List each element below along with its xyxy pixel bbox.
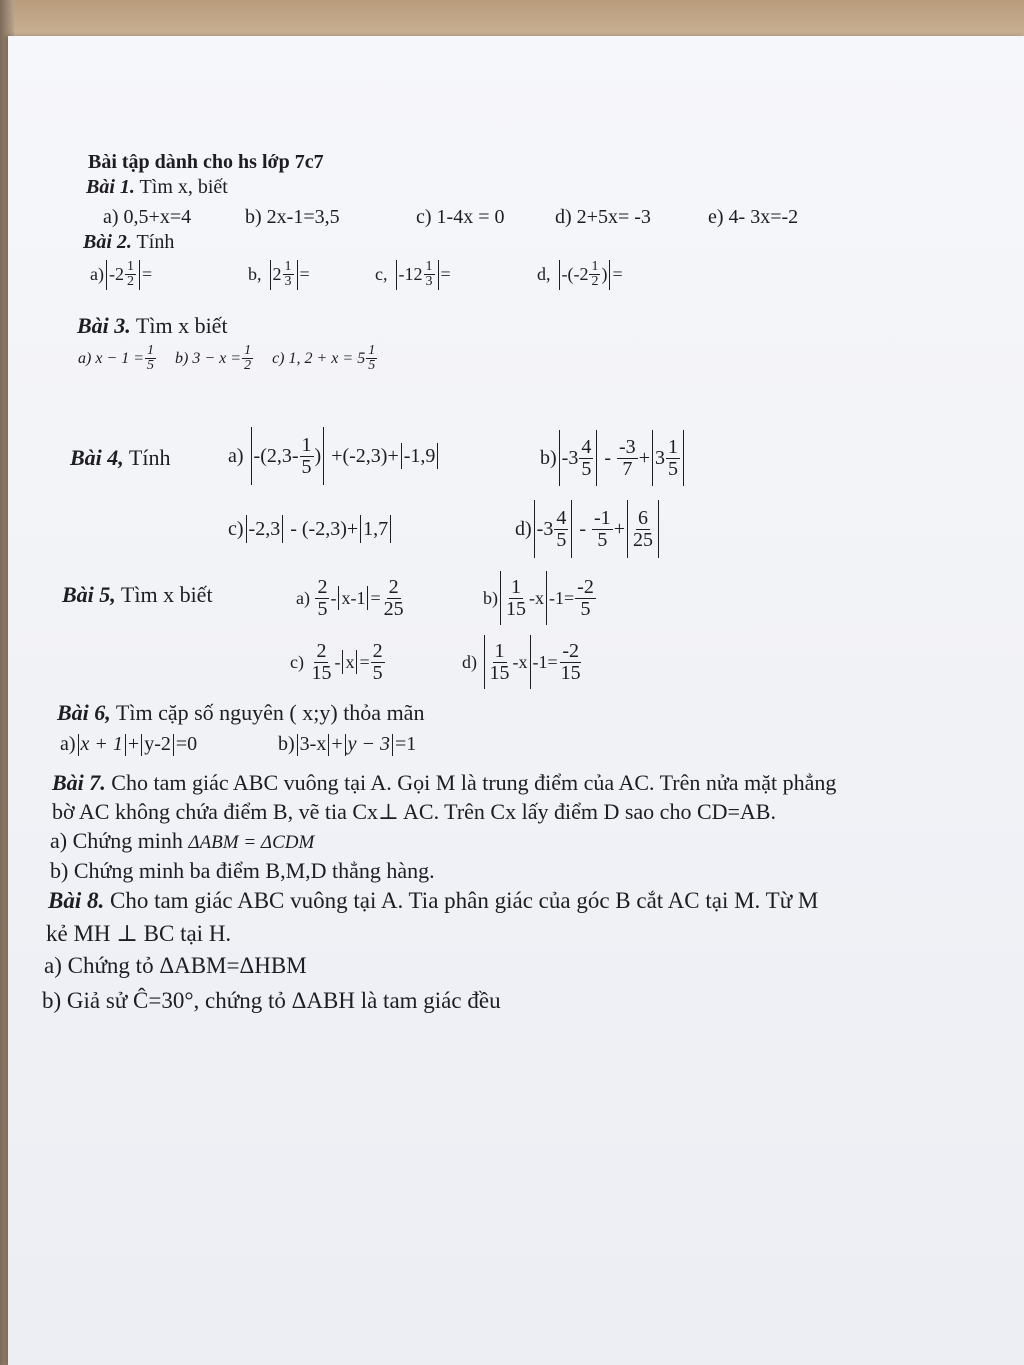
exercise-6-heading [57, 700, 424, 726]
item-label: d, [537, 264, 551, 285]
exercise-5-label: Bài 5, [62, 582, 116, 607]
exercise-1-item-a: a) 0,5+x=4 [103, 206, 192, 228]
exercise-6-label: Bài 6, [57, 700, 111, 725]
exercise-3-text: Tìm x biết [135, 313, 228, 338]
item-label: c) [290, 651, 304, 672]
item-label: b) [540, 446, 557, 469]
exercise-4-heading [70, 445, 170, 471]
item-label: b) [278, 733, 295, 755]
exercise-8-text: Cho tam giác ABC vuông tại A. Tia phân giác của góc B cắt AC tại M. Từ M [109, 888, 819, 913]
exercise-2-text: Tính [136, 231, 175, 253]
item-label: c, [375, 264, 388, 285]
item-label: a) [78, 349, 92, 367]
exercise-6-text: Tìm cặp số nguyên ( x;y) thỏa mãn [115, 700, 425, 725]
exercise-8-item-b: b) Giả sử Ĉ=30°, chứng tỏ ΔABH là tam giác đều [42, 988, 501, 1013]
exercise-7-text: Cho tam giác ABC vuông tại A. Gọi M là trung điểm của AC. Trên nửa mặt phẳng [111, 770, 837, 795]
exercise-4-item-a: a) -(2,3- $\frac{1}{5}$ ) +(-2,3)+ -1,9 [228, 426, 440, 486]
exercise-4-label: Bài 4, [70, 445, 124, 470]
item-label: b) [483, 587, 498, 608]
item-label: d) [515, 517, 532, 540]
exercise-7-line-1 [52, 770, 836, 796]
page-title: Bài tập dành cho hs lớp 7c7 [88, 151, 324, 173]
exercise-2-item-b: b, 2 $\frac{1}{3}$ = [248, 259, 310, 290]
exercise-1-item-d: d) 2+5x= -3 [555, 206, 651, 228]
exercise-4-item-c: c) -2,3 - (-2,3)+ 1,7 [228, 512, 393, 546]
exercise-5-item-b: b) $\frac{1}{15}$ -x -1= $\frac{-2}{5}$ [483, 570, 597, 626]
expr-b: 3 − x = [192, 349, 242, 367]
exercise-8-line-1 [48, 888, 818, 914]
exercise-7-line-2: bờ AC không chứa điểm B, vẽ tia Cx⊥ AC. Trên Cx lấy điểm D sao cho CD=AB. [52, 799, 776, 824]
exercise-2-item-c: c, -12 $\frac{1}{3}$ = [375, 259, 451, 290]
item-label: c) [272, 349, 285, 367]
exercise-4-text: Tính [128, 445, 171, 470]
exercise-1-label: Bài 1. [86, 176, 135, 198]
exercise-1-item-b: b) 2x-1=3,5 [245, 206, 340, 228]
exercise-2-item-a: a) -2 $\frac{1}{2}$ = [90, 259, 153, 290]
exercise-1-heading [86, 176, 228, 199]
expr-a: x − 1 = [95, 349, 145, 367]
item-label: a) [228, 444, 244, 467]
item-label: c) [228, 517, 244, 540]
exercise-8-item-a: a) Chứng tỏ ΔABM=ΔHBM [44, 953, 307, 978]
exercise-3-label: Bài 3. [77, 313, 131, 338]
exercise-7-math: ΔABM = ΔCDM [188, 832, 315, 853]
exercise-3-heading [77, 313, 228, 339]
exercise-1-text: Tìm x, biết [139, 176, 228, 198]
exercise-5-text: Tìm x biết [120, 582, 213, 607]
exercise-7-item-a: a) Chứng minh ΔABM = ΔCDM [50, 828, 315, 853]
item-label: a) [60, 733, 76, 755]
exercise-4-item-b: b) -3 $\frac{4}{5}$ - $\frac{-3}{7}$ + 3 $\frac{1}{5}$ [540, 428, 686, 488]
item-label: a) [296, 587, 310, 608]
exercise-5-heading [62, 582, 213, 608]
exercise-1-item-e: e) 4- 3x=-2 [708, 206, 799, 228]
exercise-5-item-c: c) $\frac{2}{15}$ - x = $\frac{2}{5}$ [290, 640, 383, 684]
exercise-3-items: a) x − 1 = $\frac{1}{5}$ b) 3 − x = $\frac{1}{2}$ c) 1, 2 + x = 5 $\frac{1}{5}$ [78, 343, 376, 374]
exercise-2-label: Bài 2. [83, 231, 132, 253]
exercise-2-heading [83, 231, 174, 254]
item-label: b) [175, 349, 189, 367]
exercise-5-item-a: a) $\frac{2}{5}$ - x-1 = $\frac{2}{25}$ [296, 576, 404, 620]
exercise-8-label: Bài 8. [48, 888, 105, 913]
expr-c: 1, 2 + x = 5 [288, 349, 366, 367]
exercise-6-item-a: a) x + 1 + y-2 =0 [60, 733, 198, 755]
exercise-2-item-d: d, -(-2 $\frac{1}{2}$ ) = [537, 259, 623, 290]
exercise-8-line-2: kẻ MH ⊥ BC tại H. [46, 921, 232, 946]
item-label: d) [462, 651, 477, 672]
item-label: b, [248, 264, 262, 285]
item-label: a) [90, 264, 104, 285]
exercise-7-label: Bài 7. [52, 770, 106, 795]
exercise-6-item-b: b) 3-x + y − 3 =1 [278, 733, 417, 755]
exercise-1-item-c: c) 1-4x = 0 [416, 206, 505, 228]
exercise-5-item-d: d) $\frac{1}{15}$ -x -1= $\frac{-2}{15}$ [462, 634, 584, 690]
exercise-4-item-d: d) -3 $\frac{4}{5}$ - $\frac{-1}{5}$ + $\frac{6}{25}$ [515, 498, 661, 560]
exercise-7-item-b: b) Chứng minh ba điểm B,M,D thẳng hàng. [50, 858, 435, 883]
